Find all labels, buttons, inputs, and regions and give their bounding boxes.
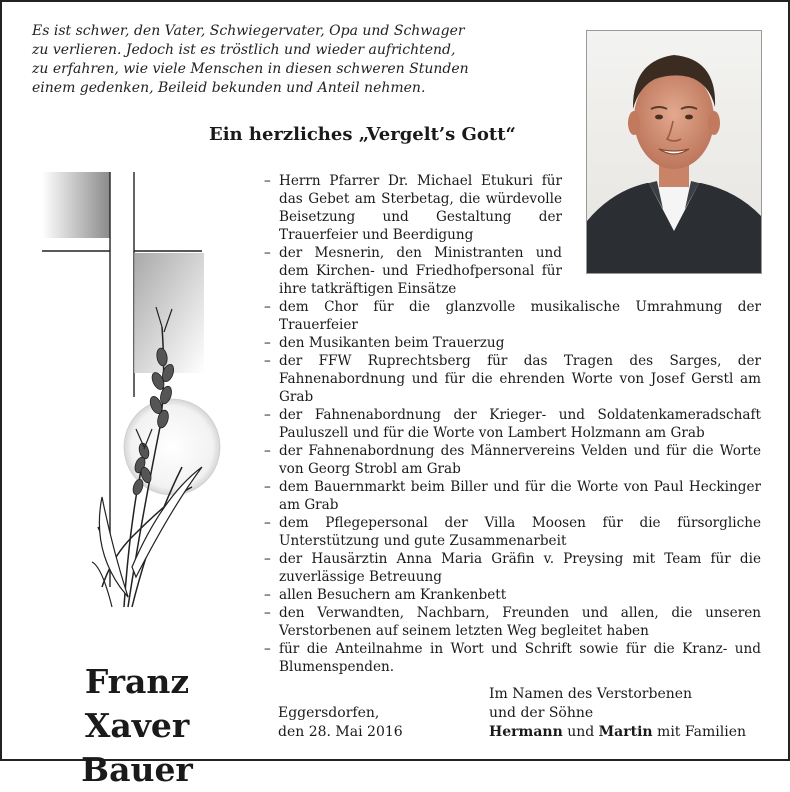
list-item: – Herrn Pfarrer Dr. Michael Etukuri für das Gebet am Sterbetag, die würdevolle Beisetzung und Gestaltung der Trauerfeier und Beerdigung	[264, 172, 562, 244]
list-item: – der Fahnenabordnung der Krieger- und Soldatenkameradschaft Pauluszell und für die Worte von Lambert Holzmann am Grab	[264, 406, 761, 442]
list-item: – den Musikanten beim Trauerzug	[264, 334, 761, 352]
list-item: – der Mesnerin, den Ministranten und dem Kirchen- und Friedhofpersonal für ihre tatkräftigen Einsätze	[264, 244, 562, 298]
son-name-2: Martin	[598, 724, 653, 740]
place-city: Eggersdorfen,	[278, 705, 380, 721]
list-item: – dem Chor für die glanzvolle musikalische Umrahmung der Trauerfeier	[264, 298, 761, 334]
list-item: – der Fahnenabordnung des Männervereins Velden und für die Worte von Georg Strobl am Grab	[264, 442, 761, 478]
cross-with-wheat-icon	[32, 167, 247, 627]
list-item: – der FFW Ruprechtsberg für das Tragen des Sarges, der Fahnenabordnung und für die ehrenden Worte von Josef Gerstl am Grab	[264, 352, 761, 406]
signature-line-3	[489, 723, 746, 742]
intro-line: einem gedenken, Beileid bekunden und Anteil nehmen.	[32, 80, 426, 96]
signature-block	[489, 685, 746, 742]
signature-suffix: mit Familien	[652, 724, 746, 740]
deceased-last-name: Bauer	[81, 750, 193, 789]
signature-line-2: und der Söhne	[489, 705, 594, 721]
intro-line: zu verlieren. Jedoch ist es tröstlich und wieder aufrichtend,	[32, 42, 456, 58]
thanks-heading: Ein herzliches „Vergelt’s Gott“	[209, 124, 516, 145]
place-date	[278, 704, 403, 742]
son-name-1: Hermann	[489, 724, 563, 740]
thanks-list	[264, 172, 761, 676]
signature-and: und	[562, 724, 599, 740]
intro-text	[32, 22, 572, 98]
place-date-line: den 28. Mai 2016	[278, 724, 403, 740]
intro-line: zu erfahren, wie viele Menschen in diesen schweren Stunden	[32, 61, 469, 77]
signature-line-1: Im Namen des Verstorbenen	[489, 686, 693, 702]
list-item: – den Verwandten, Nachbarn, Freunden und allen, die unseren Verstorbenen auf seinem letzten Weg begleitet haben	[264, 604, 761, 640]
list-item: – der Hausärztin Anna Maria Gräfin v. Preysing mit Team für die zuverlässige Betreuung	[264, 550, 761, 586]
cross-illustration	[32, 167, 247, 627]
list-item: – für die Anteilnahme in Wort und Schrift sowie für die Kranz- und Blumenspenden.	[264, 640, 761, 676]
list-item: – dem Pflegepersonal der Villa Moosen für die fürsorgliche Unterstützung und gute Zusammenarbeit	[264, 514, 761, 550]
deceased-first-name: Franz Xaver	[84, 662, 190, 745]
list-item: – allen Besuchern am Krankenbett	[264, 586, 761, 604]
deceased-name	[32, 660, 242, 792]
intro-line: Es ist schwer, den Vater, Schwiegervater, Opa und Schwager	[32, 23, 465, 39]
list-item: – dem Bauernmarkt beim Biller und für die Worte von Paul Heckinger am Grab	[264, 478, 761, 514]
